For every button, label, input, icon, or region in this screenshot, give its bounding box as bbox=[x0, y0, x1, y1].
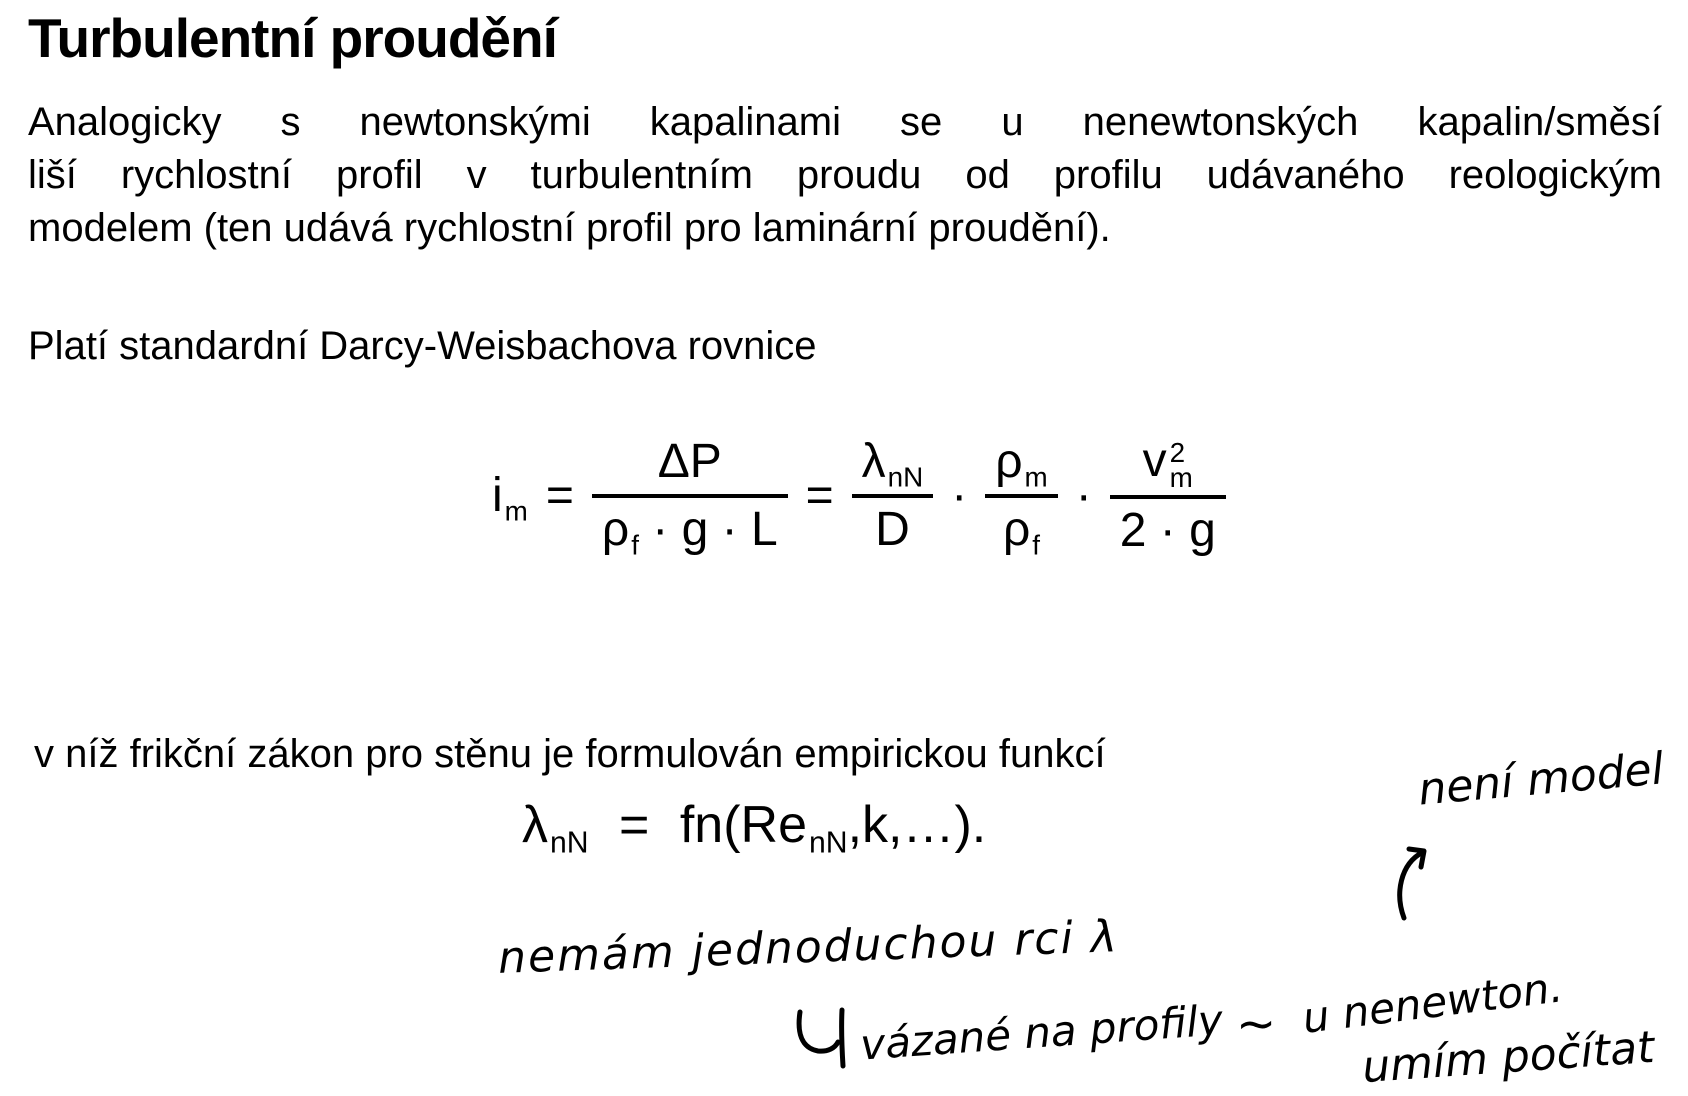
subscript: nN bbox=[809, 826, 848, 860]
subscript: m bbox=[504, 495, 528, 527]
fraction-denominator: ρf · g · L bbox=[601, 503, 778, 561]
curved-up-arrow-ink-icon bbox=[1392, 846, 1440, 922]
fraction-numerator: λnN bbox=[861, 434, 924, 493]
sup-sub-stack bbox=[1169, 437, 1193, 494]
subscript: m bbox=[1024, 461, 1048, 493]
equals-sign: = bbox=[619, 796, 650, 854]
lambda-term: λnN bbox=[522, 796, 589, 860]
darcy-sentence: Platí standardní Darcy-Weisbachova rovnice bbox=[28, 324, 817, 368]
equation-darcy-weisbach bbox=[492, 434, 1226, 561]
fraction-numerator: ΔP bbox=[657, 434, 722, 488]
subscript: m bbox=[1169, 462, 1193, 494]
equals-sign: = bbox=[805, 469, 834, 523]
fraction-denominator: 2 · g bbox=[1119, 504, 1216, 558]
i-m-term: im bbox=[492, 469, 528, 527]
equals-sign: = bbox=[545, 469, 574, 523]
fraction-denominator: D bbox=[875, 503, 910, 557]
friction-sentence: v níž frikční zákon pro stěnu je formulován empirickou funkcí bbox=[34, 732, 1106, 776]
multiply-dot: · bbox=[1075, 469, 1092, 523]
multiply-dot: · bbox=[951, 469, 968, 523]
page-title: Turbulentní proudění bbox=[28, 7, 557, 69]
velocity-fraction bbox=[1110, 436, 1226, 557]
paragraph-line: liší rychlostní profil v turbulentním proudu od profilu udávaného reologickým bbox=[28, 153, 1662, 197]
equation-friction-law bbox=[522, 796, 987, 860]
handwritten-vazane: vázané na profily bbox=[858, 995, 1225, 1070]
subscript: f bbox=[631, 529, 639, 561]
handwritten-umim: umím počítat bbox=[1360, 1021, 1656, 1094]
fraction-numerator: v 2 m bbox=[1142, 434, 1193, 494]
handwritten-nenewton: u nenewton. bbox=[1299, 962, 1566, 1043]
fraction-numerator: ρm bbox=[995, 434, 1048, 493]
lambda-fraction bbox=[852, 434, 934, 557]
subscript: nN bbox=[887, 461, 924, 493]
handwritten-neni-model: není model bbox=[1416, 743, 1666, 816]
subscript: f bbox=[1032, 529, 1040, 561]
handwritten-nemam-rci: nemám jednoduchou rci λ bbox=[497, 911, 1120, 984]
fraction-denominator: ρf bbox=[1002, 503, 1040, 561]
density-ratio-fraction bbox=[985, 434, 1058, 561]
hook-right-arrow-ink-icon bbox=[792, 1006, 854, 1070]
intro-paragraph bbox=[28, 96, 1662, 255]
subscript: nN bbox=[550, 826, 589, 860]
paragraph-line: modelem (ten udává rychlostní profil pro laminární proudění). bbox=[28, 206, 1111, 250]
paragraph-line: Analogicky s newtonskými kapalinami se u nenewtonských kapalin/směsí bbox=[28, 100, 1662, 144]
superscript: 2 bbox=[1169, 437, 1186, 469]
pressure-fraction bbox=[592, 434, 788, 561]
fn-expression: fn(RenN,k,…). bbox=[679, 796, 987, 860]
handwritten-tilde: ~ bbox=[1236, 996, 1277, 1052]
